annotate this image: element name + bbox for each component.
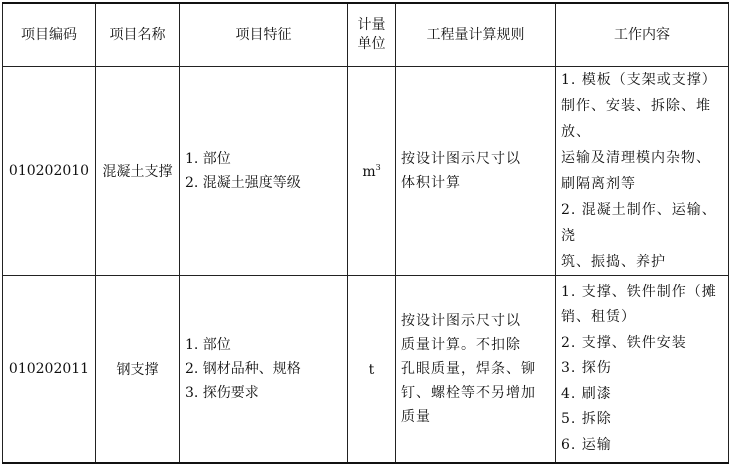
header-unit-line-2: 单位: [357, 36, 386, 52]
item-rule: [396, 67, 556, 276]
work-line: 1. 模板（支架或支撑）: [561, 72, 717, 88]
unit-superscript: 3: [375, 162, 381, 172]
item-name: 混凝土支撑: [96, 67, 180, 276]
feature-line: 2. 混凝土强度等级: [185, 175, 301, 191]
item-features: [180, 67, 348, 276]
item-code: 010202010: [3, 67, 96, 276]
header-code: 项目编码: [3, 3, 96, 67]
unit-base: m: [362, 163, 376, 180]
work-line: 1. 支撑、铁件制作（摊: [561, 283, 717, 300]
rule-line: 质量: [401, 409, 431, 425]
work-line: 2. 混凝土制作、运输、浇: [561, 202, 717, 244]
item-unit: [348, 67, 396, 276]
work-line: 6. 运输: [561, 436, 612, 453]
header-rule: 工程量计算规则: [396, 3, 556, 67]
bill-of-quantities-table: [2, 2, 729, 464]
feature-line: 1. 部位: [185, 151, 231, 167]
feature-line: 2. 钢材品种、规格: [185, 361, 301, 377]
rule-line: 按设计图示尺寸以: [401, 151, 521, 167]
item-unit: [348, 276, 396, 464]
rule-line: 体积计算: [401, 175, 461, 191]
table-row: [3, 67, 729, 276]
header-work: 工作内容: [556, 3, 729, 67]
work-line: 刷隔离剂等: [561, 176, 636, 192]
item-work: [556, 276, 729, 464]
table-row: [3, 276, 729, 464]
work-line: 5. 拆除: [561, 411, 612, 428]
item-name: 钢支撑: [96, 276, 180, 464]
work-line: 2. 支撑、铁件安装: [561, 334, 687, 351]
rule-line: 按设计图示尺寸以: [401, 313, 521, 329]
header-name: 项目名称: [96, 3, 180, 67]
rule-line: 孔眼质量，焊条、铆: [401, 361, 536, 377]
rule-line: 质量计算。不扣除: [401, 337, 521, 353]
work-line: 4. 刷漆: [561, 385, 612, 402]
work-line: 筑、振捣、养护: [561, 254, 666, 270]
item-work: [556, 67, 729, 276]
feature-line: 3. 探伤要求: [185, 385, 259, 401]
header-row: [3, 3, 729, 67]
feature-line: 1. 部位: [185, 337, 231, 353]
header-features: 项目特征: [180, 3, 348, 67]
header-unit-line-1: 计量: [357, 17, 386, 33]
work-line: 制作、安装、拆除、堆放、: [561, 98, 711, 140]
item-features: [180, 276, 348, 464]
unit-base: t: [368, 361, 375, 378]
work-line: 3. 探伤: [561, 360, 612, 377]
rule-line: 钉、螺栓等不另增加: [401, 385, 536, 401]
item-rule: [396, 276, 556, 464]
work-line: 销、租赁）: [561, 309, 636, 326]
item-code: 010202011: [3, 276, 96, 464]
work-line: 运输及清理模内杂物、: [561, 150, 711, 166]
header-unit: [348, 3, 396, 67]
